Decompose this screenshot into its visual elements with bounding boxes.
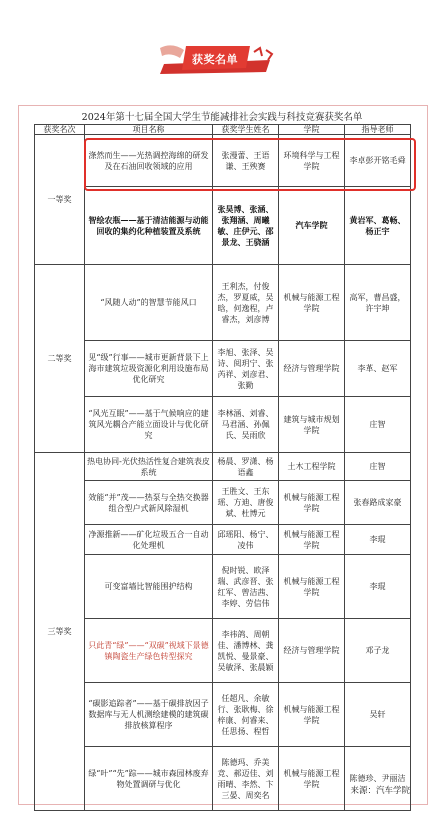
student-names: 张昊博、张涵、张翔涵、周曦敏、庄伊元、邵景龙、王骁涵 [213, 187, 279, 265]
college-name: 建筑与城市规划学院 [279, 397, 345, 453]
table-row [35, 747, 411, 811]
student-names: 张漫蕾、王语谦、王殃赛 [213, 135, 279, 187]
student-names: 王利杰，付俊杰，罗夏威，吴晗，何逸程，卢睿杰，刘彦博 [213, 265, 279, 341]
advisor-names: 张春路成家豪 [345, 481, 411, 525]
table-row [35, 481, 411, 525]
project-name: “碳影追踪者”——基于碳排放因子数据库与无人机测绘建模的建筑碳排放核算程序 [85, 683, 213, 747]
table-row [35, 187, 411, 265]
advisor-names: 庄智 [345, 397, 411, 453]
award-table [34, 124, 411, 811]
table-row [35, 397, 411, 453]
header-advisor: 指导老师 [345, 125, 411, 135]
project-name: 绿“叶”“先”踪——城市森园林废弃物处置调研与优化 [85, 747, 213, 811]
table-row [35, 619, 411, 683]
advisor-names: 李琨 [345, 555, 411, 619]
advisor-names: 庄智 [345, 453, 411, 481]
award-list-banner [150, 42, 290, 76]
student-names: 王胜文、王东瑶、方迪、唐俊斌、杜博元 [213, 481, 279, 525]
student-names: 陈德玛、乔美竞、郝迈佳、刘雨晴、李然、卞三晏、周奕名 [213, 747, 279, 811]
header-rank: 获奖名次 [35, 125, 85, 135]
table-row [35, 265, 411, 341]
advisor-names: 吴轩 [345, 683, 411, 747]
student-names: 李林涵、刘睿、马君涵、孙佩氏、吴雨欣 [213, 397, 279, 453]
table-row [35, 341, 411, 397]
college-name: 机械与能源工程学院 [279, 481, 345, 525]
project-name: “风随人动”的智慧节能风口 [85, 265, 213, 341]
header-project: 项目名称 [85, 125, 213, 135]
advisor-names: 李卓彭开铭毛舜 [345, 135, 411, 187]
project-name: 只此青“绿”——“双碳”视域下景德镇陶瓷生产绿色转型探究 [85, 619, 213, 683]
table-row [35, 555, 411, 619]
college-name: 经济与管理学院 [279, 341, 345, 397]
advisor-names: 李琨 [345, 525, 411, 555]
college-name: 机械与能源工程学院 [279, 747, 345, 811]
student-names: 任超凡、余敏行、张耿梅、徐梓康、何睿来、任思扬、程哲 [213, 683, 279, 747]
table-row [35, 453, 411, 481]
project-name: 净源推新——矿化垃圾五合一自动化处理机 [85, 525, 213, 555]
project-name: 涤然而生——光热调控海绵的研发及在石油回收领域的应用 [85, 135, 213, 187]
student-names: 李旭、张泽、吴诗、阅玥宁、张芮祥、刘彦君、张勤 [213, 341, 279, 397]
college-name: 机械与能源工程学院 [279, 265, 345, 341]
award-level: 三等奖 [35, 453, 85, 811]
student-names: 邱瑶阳、杨宁、凌伟 [213, 525, 279, 555]
project-name: “风光互眠”——基于气候响应的建筑风光耦合产能立面设计与优化研究 [85, 397, 213, 453]
student-names: 杨晨、罗潇、杨语鑫 [213, 453, 279, 481]
college-name: 经济与管理学院 [279, 619, 345, 683]
project-name: 见“级”行事——城市更新背景下上海市建筑垃圾资源化利用设施布局优化研究 [85, 341, 213, 397]
project-name: 可变富墙比智能围护结构 [85, 555, 213, 619]
document-title: 2024年第十七届全国大学生节能减排社会实践与科技竞赛获奖名单 [81, 112, 363, 123]
table-row [35, 525, 411, 555]
advisor-names: 邓子龙 [345, 619, 411, 683]
source-note: 来源：汽车学院 [350, 786, 410, 796]
advisor-names: 李革、赵军 [345, 341, 411, 397]
table-header-row [35, 125, 411, 135]
advisor-names: 黄岩军、葛畅、杨正宇 [345, 187, 411, 265]
college-name: 土木工程学院 [279, 453, 345, 481]
advisor-names: 陈德珍、尹丽洁 [345, 747, 411, 811]
student-names: 倪时锐、欧泽瑞、武彦晋、张红军、曾洁茜、李婷、劳信伟 [213, 555, 279, 619]
student-names: 李祎鸽、周朝佳、潘博林、龚凯悦、曼景豪、吴敏泽、张晨颖 [213, 619, 279, 683]
college-name: 汽车学院 [279, 187, 345, 265]
banner-text: 获奖名单 [192, 53, 238, 66]
header-college: 学院 [279, 125, 345, 135]
college-name: 机械与能源工程学院 [279, 555, 345, 619]
advisor-names: 高军，曹昌盛，许宇坤 [345, 265, 411, 341]
college-name: 机械与能源工程学院 [279, 525, 345, 555]
header-students: 获奖学生姓名 [213, 125, 279, 135]
college-name: 环境科学与工程学院 [279, 135, 345, 187]
award-level: 二等奖 [35, 265, 85, 453]
project-name: 智绘农瓶——基于清洁能源与动能回收的集约化种植装置及系统 [85, 187, 213, 265]
project-name: 效能“并”茂——热泵与全热交换器组合型户式新风除湿机 [85, 481, 213, 525]
highlight-box [84, 138, 416, 191]
table-row [35, 683, 411, 747]
award-level: 一等奖 [35, 135, 85, 265]
college-name: 机械与能源工程学院 [279, 683, 345, 747]
project-name: 热电协同-光伏热活性复合建筑表皮系统 [85, 453, 213, 481]
